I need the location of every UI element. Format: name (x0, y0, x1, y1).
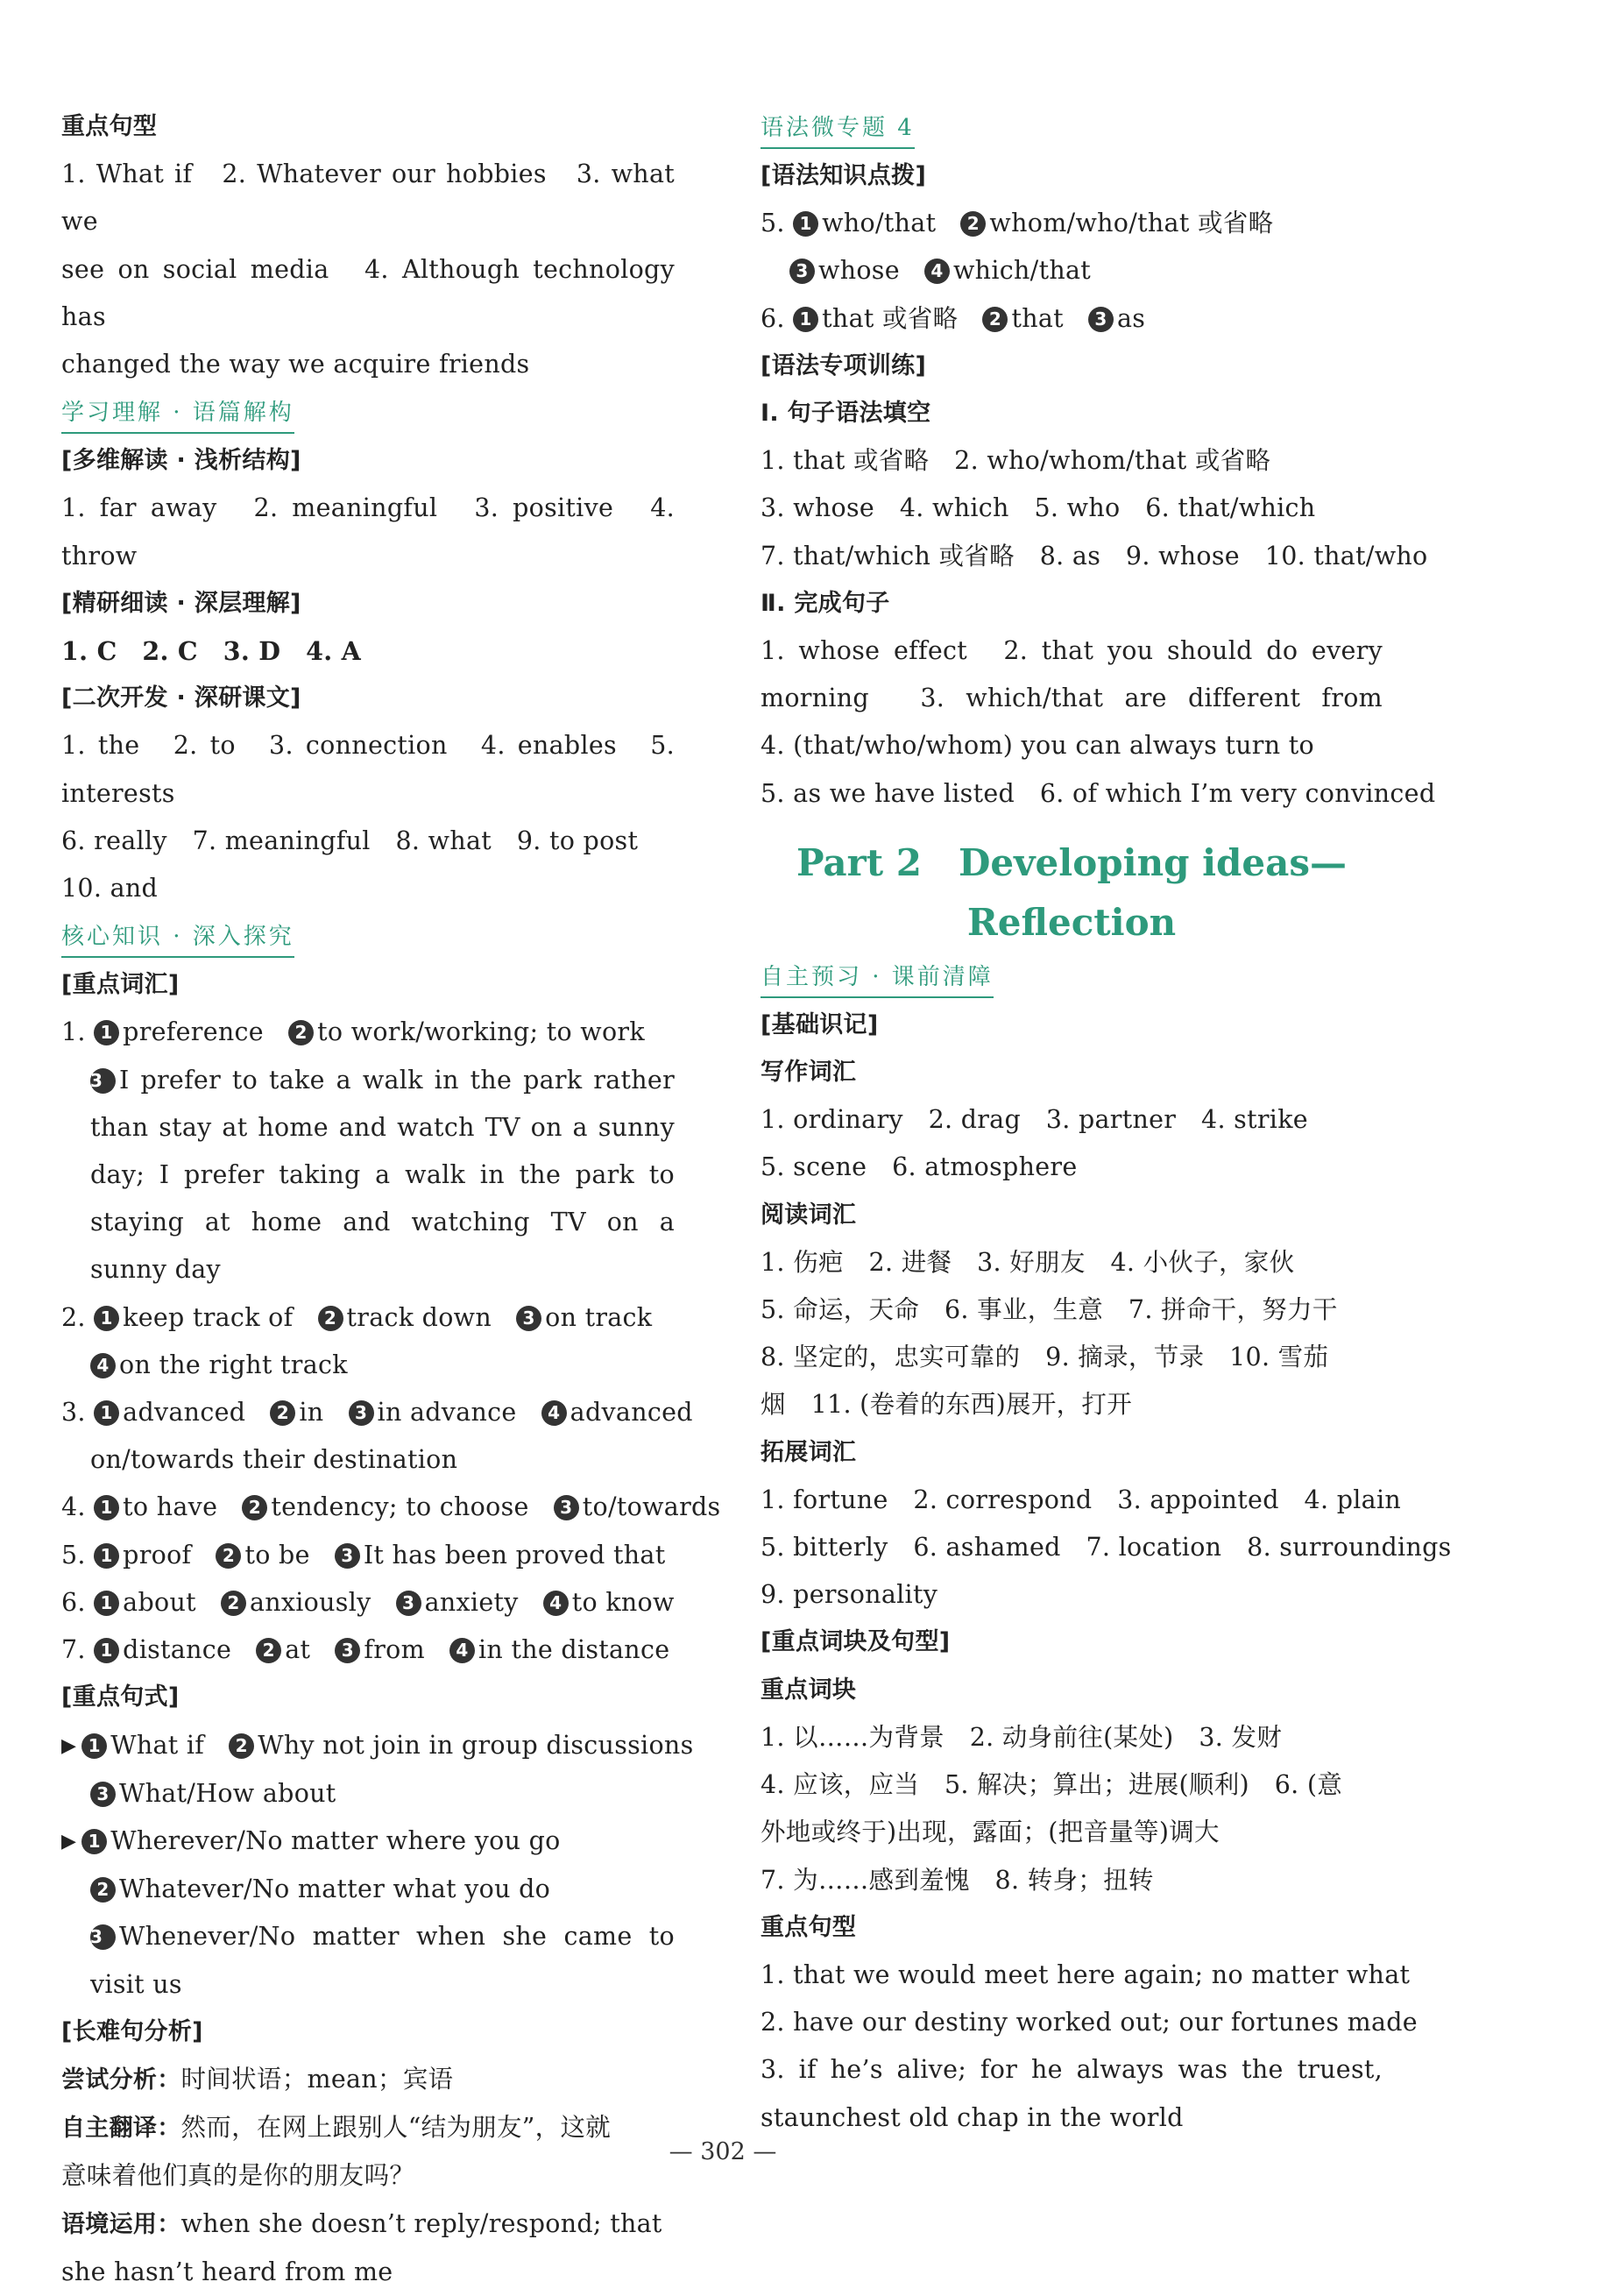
answer-text: track down (346, 1302, 492, 1332)
circled-number-icon: 3 (349, 1400, 374, 1426)
circled-number-icon: 2 (960, 211, 986, 237)
vocab-item (61, 1579, 675, 1626)
vocab-item (61, 1532, 675, 1579)
answer-text: It has been proved that (363, 1540, 666, 1570)
analysis-line (61, 2200, 675, 2249)
section-band: 学习理解 · 语篇解构 (61, 393, 294, 434)
section-heading: 重点句型 (61, 113, 158, 140)
circled-number-icon: 2 (229, 1733, 254, 1759)
left-column (61, 103, 721, 2296)
analysis-label: 语境运用： (61, 2210, 181, 2238)
circled-number-icon: 2 (982, 307, 1008, 332)
subsection-heading: [重点词块及句型] (761, 1628, 951, 1656)
circled-number-icon: 3 (335, 1638, 360, 1663)
answer-text: that (1011, 303, 1064, 333)
answer-text: whose (818, 256, 900, 286)
vocab-heading: 阅读词汇 (761, 1201, 857, 1229)
answer-text: advanced (123, 1398, 246, 1428)
circled-number-icon: 3 (1088, 307, 1114, 332)
answer-line: 7. 为……感到羞愧 8. 转身；扭转 (761, 1865, 1154, 1895)
answer-text: to be (244, 1540, 310, 1570)
answer-line: 1. 以……为背景 2. 动身前往(某处) 3. 发财 (761, 1722, 1283, 1752)
circled-number-icon: 1 (94, 1306, 119, 1331)
answer-text: in (299, 1398, 324, 1428)
answer-line: 10. and (61, 874, 159, 904)
circled-number-icon: 1 (94, 1400, 119, 1426)
circled-number-icon: 3 (554, 1495, 579, 1520)
sentence-item (61, 1818, 675, 1866)
item-number: 7. (61, 1635, 86, 1665)
item-number: 6. (761, 303, 785, 333)
answer-text: preference (123, 1017, 264, 1047)
answer-text: from (364, 1635, 425, 1665)
circled-number-icon: 1 (94, 1020, 119, 1045)
answer-line: 1. the 2. to 3. connection 4. enables 5. interests (61, 731, 675, 808)
circled-number-icon: 3 (396, 1591, 421, 1616)
subsection-heading: [长难句分析] (61, 2017, 203, 2045)
circled-number-icon: 2 (288, 1020, 314, 1045)
answer-line: 意味着他们真的是你的朋友吗？ (61, 2161, 415, 2191)
circled-number-icon: 3 (90, 1924, 116, 1950)
answer-text: advanced (570, 1398, 693, 1428)
section-band: 核心知识 · 深入探究 (61, 918, 294, 958)
answer-text: which/that (952, 256, 1092, 286)
answer-line: 外地或终于)出现，露面；(把音量等)调大 (761, 1818, 1220, 1847)
circled-number-icon: 3 (90, 1782, 116, 1807)
answer-text: distance (123, 1635, 232, 1665)
circled-number-icon: 3 (335, 1543, 360, 1569)
answer-line: she hasn’t heard from me (61, 2257, 393, 2286)
vocab-heading: 写作词汇 (761, 1059, 857, 1087)
vocab-item (61, 1342, 675, 1389)
right-column (761, 103, 1452, 2142)
answer-line: on/towards their destination (90, 1445, 458, 1475)
answer-text: anxiously (249, 1587, 371, 1617)
answer-line: than stay at home and watch TV on a sunny (90, 1112, 675, 1142)
subsection-heading: [多维解读 · 浅析结构] (61, 447, 301, 475)
answer-text: to work/working; to work (317, 1017, 645, 1047)
answer-text: 然而，在网上跟别人“结为朋友”，这就 (180, 2113, 612, 2143)
part-title: Part 2 Developing ideas— (796, 840, 1348, 884)
answer-line: morning 3. which/that are different from (761, 684, 1383, 713)
answer-text: Whenever/No matter when she came to (119, 1922, 675, 1952)
answer-line: 1. What if 2. Whatever our hobbies 3. what we (61, 159, 675, 237)
subsection-heading: [二次开发 · 深研课文] (61, 684, 301, 712)
answer-line: 1. whose effect 2. that you should do every (761, 636, 1383, 666)
answer-text: when she doesn’t reply/respond; that (180, 2208, 662, 2238)
item-number: 3. (61, 1398, 86, 1428)
circled-number-icon: 2 (270, 1400, 295, 1426)
vocab-heading: 拓展词汇 (761, 1438, 857, 1466)
subsection-heading: [精研细读 · 深层理解] (61, 589, 301, 617)
answer-line: 烟 11. (卷着的东西)展开，打开 (761, 1390, 1133, 1420)
answer-line: staying at home and watching TV on a (90, 1208, 675, 1237)
circled-number-icon: 3 (789, 259, 815, 284)
answer-text: in advance (377, 1398, 517, 1428)
answer-line: 8. 坚定的，忠实可靠的 9. 摘录，节录 10. 雪茄 (761, 1343, 1329, 1372)
circled-number-icon: 2 (242, 1495, 267, 1520)
answer-text: at (285, 1635, 311, 1665)
vocab-heading: 重点句型 (761, 1913, 857, 1941)
item-number: 2. (61, 1302, 86, 1332)
answer-text: What if (110, 1730, 205, 1760)
answer-line: 1. ordinary 2. drag 3. partner 4. strike (761, 1105, 1308, 1135)
sentence-item (61, 1770, 675, 1818)
answer-text: Whatever/No matter what you do (119, 1874, 551, 1904)
answer-line: 4. (that/who/whom) you can always turn to (761, 731, 1314, 761)
grammar-item (761, 247, 1383, 294)
answer-line: 4. 应该，应当 5. 解决；算出；进展(顺利) 6. (意 (761, 1770, 1343, 1800)
answer-text: keep track of (123, 1302, 294, 1332)
analysis-label: 尝试分析： (61, 2066, 181, 2094)
grammar-item (761, 295, 1383, 343)
exercise-heading: Ⅰ. 句子语法填空 (761, 400, 931, 428)
circled-number-icon: 4 (449, 1638, 475, 1663)
answer-text: that 或省略 (822, 303, 959, 333)
answer-text: Wherever/No matter where you go (110, 1825, 561, 1855)
item-number: 6. (61, 1587, 86, 1617)
subsection-heading: [语法知识点拨] (761, 162, 927, 189)
circled-number-icon: 1 (81, 1829, 107, 1854)
item-number: 4. (61, 1492, 86, 1522)
answer-text: as (1116, 303, 1146, 333)
subsection-heading: [重点词汇] (61, 971, 180, 999)
answer-text: tendency; to choose (271, 1492, 529, 1522)
exercise-heading: Ⅱ. 完成句子 (761, 589, 890, 617)
sentence-item (61, 1722, 694, 1770)
circled-number-icon: 2 (221, 1591, 246, 1616)
answer-text: to have (123, 1492, 218, 1522)
circled-number-icon: 1 (793, 211, 818, 237)
vocab-item (61, 1057, 675, 1104)
answer-line: 1. that 或省略 2. who/whom/that 或省略 (761, 446, 1271, 476)
answer-text: anxiety (424, 1587, 519, 1617)
subsection-heading: [重点句式] (61, 1683, 180, 1711)
answer-text: to/towards (582, 1492, 721, 1522)
answer-text: What/How about (119, 1778, 336, 1808)
vocab-heading: 重点词块 (761, 1676, 857, 1704)
answer-line: 9. personality (761, 1580, 938, 1610)
answer-text: Why not join in group discussions (258, 1730, 694, 1760)
answer-line: sunny day (90, 1255, 221, 1285)
answer-line: 1. that we would meet here again; no matter what (761, 1959, 1411, 1989)
answer-line: 1. far away 2. meaningful 3. positive 4. throw (61, 493, 675, 570)
answer-line: 1. 伤疤 2. 进餐 3. 好朋友 4. 小伙子，家伙 (761, 1247, 1295, 1277)
answer-line: visit us (90, 1969, 182, 1999)
subsection-heading: [基础识记] (761, 1010, 879, 1038)
vocab-item (61, 1294, 675, 1342)
answer-line: 7. that/which 或省略 8. as 9. whose 10. that/who (761, 541, 1428, 570)
answer-line: 5. as we have listed 6. of which I’m very convinced (761, 778, 1436, 808)
circled-number-icon: 2 (256, 1638, 281, 1663)
answer-line: 1. fortune 2. correspond 3. appointed 4. plain (761, 1485, 1402, 1514)
answer-line: day; I prefer taking a walk in the park to (90, 1160, 675, 1190)
answer-line: 1. C 2. C 3. D 4. A (61, 636, 362, 667)
triangle-bullet-icon: ▶ (61, 1830, 77, 1853)
subsection-heading: [语法专项训练] (761, 351, 927, 379)
answer-line: changed the way we acquire friends (61, 350, 530, 379)
answer-line: 5. bitterly 6. ashamed 7. location 8. surroundings (761, 1533, 1452, 1563)
circled-number-icon: 4 (924, 259, 950, 284)
part-title: Reflection (966, 900, 1177, 944)
circled-number-icon: 1 (793, 307, 818, 332)
triangle-bullet-icon: ▶ (61, 1734, 77, 1757)
section-band: 语法微专题 4 (761, 109, 915, 149)
answer-line: 5. scene 6. atmosphere (761, 1152, 1078, 1182)
item-number: 5. (61, 1540, 86, 1570)
circled-number-icon: 2 (216, 1543, 241, 1569)
answer-text: I prefer to take a walk in the park rather (119, 1065, 675, 1095)
vocab-item (61, 1389, 693, 1436)
answer-text: proof (123, 1540, 192, 1570)
answer-text: whom/who/that 或省略 (989, 209, 1274, 238)
vocab-item (61, 1484, 721, 1531)
circled-number-icon: 3 (90, 1068, 116, 1094)
answer-line: 2. have our destiny worked out; our fortunes made (761, 2008, 1418, 2037)
section-band: 自主预习 · 课前清障 (761, 958, 994, 998)
answer-text: about (123, 1587, 196, 1617)
page-number: — 302 — (669, 2138, 777, 2165)
analysis-line (61, 2056, 675, 2104)
circled-number-icon: 1 (94, 1543, 119, 1569)
item-number: 5. (761, 209, 785, 238)
answer-text: 时间状语；mean；宾语 (180, 2064, 454, 2094)
answer-line: 5. 命运，天命 6. 事业，生意 7. 拼命干，努力干 (761, 1295, 1338, 1325)
answer-line: 3. if he’s alive; for he always was the truest, (761, 2055, 1383, 2085)
answer-text: on track (545, 1302, 653, 1332)
answer-text: in the distance (478, 1635, 670, 1665)
circled-number-icon: 1 (94, 1591, 119, 1616)
circled-number-icon: 1 (81, 1733, 107, 1759)
circled-number-icon: 2 (90, 1877, 116, 1903)
analysis-label: 自主翻译： (61, 2115, 181, 2143)
answer-text: on the right track (119, 1350, 348, 1379)
circled-number-icon: 3 (516, 1306, 541, 1331)
vocab-item (61, 1009, 675, 1056)
answer-text: to know (571, 1587, 675, 1617)
sentence-item (61, 1866, 675, 1913)
vocab-item (61, 1626, 675, 1674)
grammar-item (761, 200, 1383, 247)
answer-text: who/that (822, 209, 937, 238)
circled-number-icon: 1 (94, 1638, 119, 1663)
circled-number-icon: 4 (90, 1353, 116, 1378)
circled-number-icon: 4 (543, 1591, 569, 1616)
circled-number-icon: 4 (541, 1400, 567, 1426)
circled-number-icon: 1 (94, 1495, 119, 1520)
sentence-item (61, 1913, 675, 1960)
answer-line: 6. really 7. meaningful 8. what 9. to post (61, 826, 639, 855)
answer-line: 3. whose 4. which 5. who 6. that/which (761, 493, 1316, 523)
answer-line: staunchest old chap in the world (761, 2102, 1184, 2132)
item-number: 1. (61, 1017, 86, 1047)
circled-number-icon: 2 (318, 1306, 343, 1331)
answer-line: see on social media 4. Although technology has (61, 254, 675, 331)
